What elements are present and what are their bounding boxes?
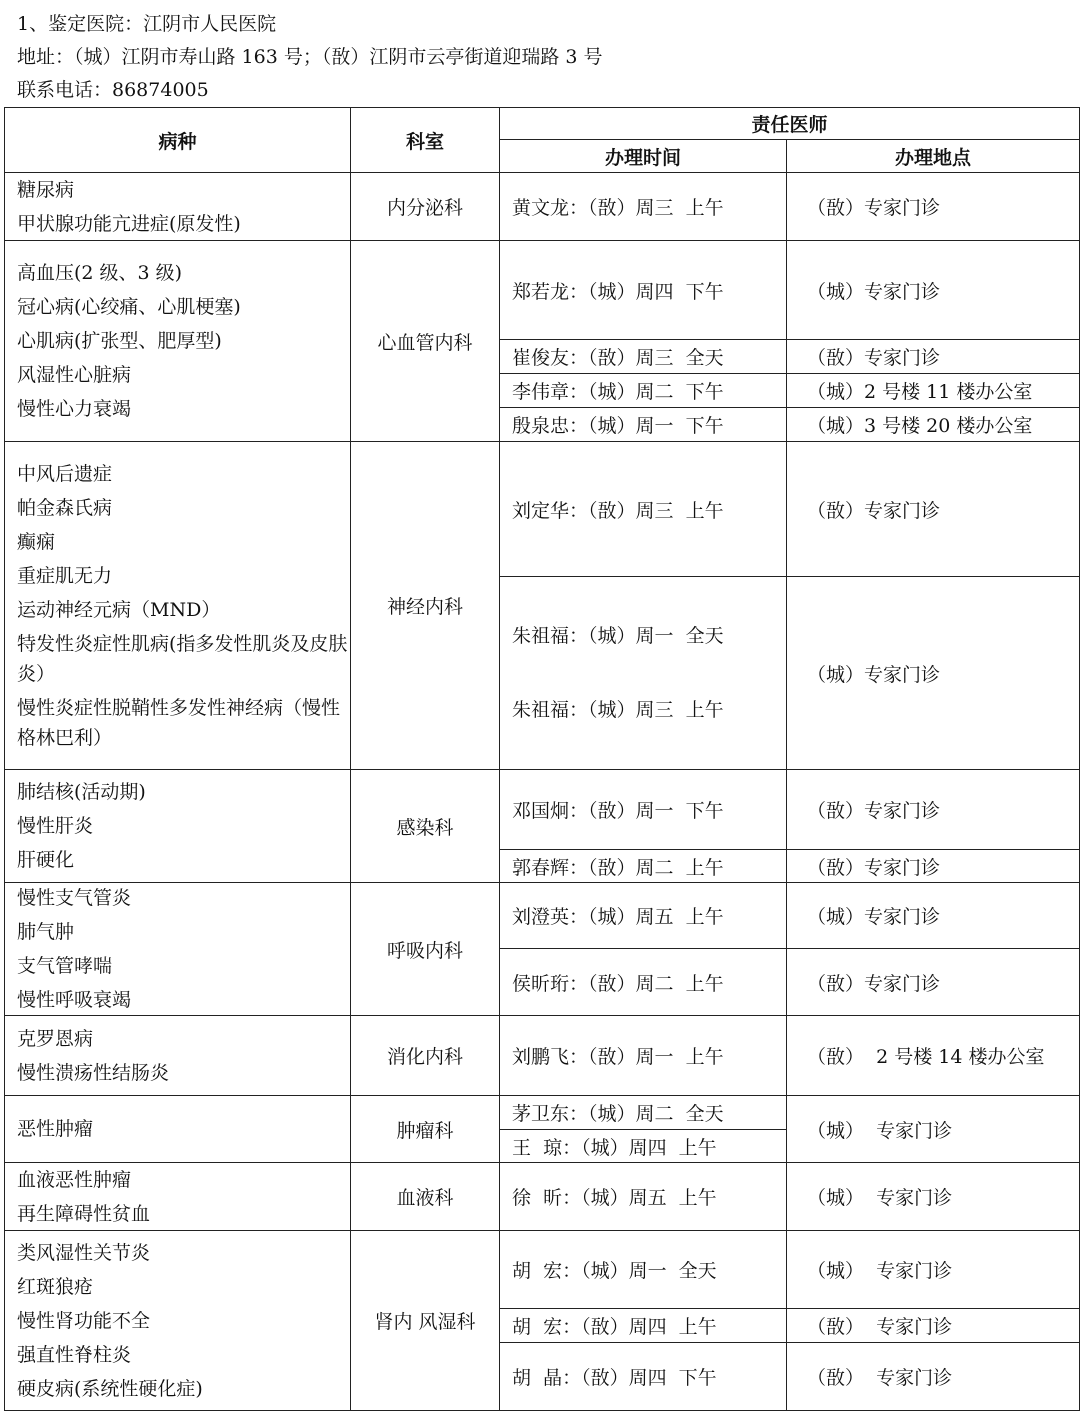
disease-item: 重症肌无力: [17, 564, 113, 587]
time-cell: 胡 晶：（敔）周四 下午: [500, 1343, 787, 1411]
table-row: [5, 1096, 1080, 1130]
header-doctor: 责任医师: [500, 108, 1080, 140]
disease-cell: [5, 770, 351, 883]
time-cell: 刘定华：（敔）周三 上午: [500, 442, 787, 577]
table-row: [5, 883, 1080, 949]
disease-item: 肝硬化: [17, 849, 75, 871]
dept-cell: 血液科: [351, 1163, 500, 1231]
place-cell: （城）专家门诊: [787, 241, 1080, 340]
disease-item: 心肌病(扩张型、肥厚型): [17, 330, 222, 352]
disease-item: 帕金森氏病: [17, 496, 113, 519]
time-cell: 郭春辉：（敔）周二 上午: [500, 850, 787, 883]
dept-cell: 心血管内科: [351, 241, 500, 442]
dept-cell: 肾内 风湿科: [351, 1231, 500, 1411]
hospital-line: 1、鉴定医院：江阴市人民医院: [17, 13, 277, 35]
table-row: [5, 1016, 1080, 1096]
disease-item: 类风湿性关节炎: [17, 1241, 151, 1264]
disease-cell: [5, 241, 351, 442]
place-cell: （敔） 2 号楼 14 楼办公室: [787, 1016, 1080, 1096]
time-cell: 胡 宏：（敔）周四 上午: [500, 1309, 787, 1343]
disease-item: 高血压(2 级、3 级): [17, 262, 183, 284]
disease-cell: [5, 442, 351, 770]
disease-item: 硬皮病(系统性硬化症): [17, 1377, 203, 1400]
place-cell: （城）专家门诊: [787, 883, 1080, 949]
disease-item: 癫痫: [17, 530, 56, 553]
disease-item: 慢性溃疡性结肠炎: [17, 1061, 170, 1084]
disease-cell: [5, 1231, 351, 1411]
time-cell: 徐 昕：（城）周五 上午: [500, 1163, 787, 1231]
time-cell: 邓国炯：（敔）周一 下午: [500, 770, 787, 850]
dept-cell: 消化内科: [351, 1016, 500, 1096]
table-row: [5, 1163, 1080, 1231]
table-row: [5, 173, 1080, 241]
place-cell: （敔）专家门诊: [787, 442, 1080, 577]
disease-item: 再生障碍性贫血: [17, 1202, 151, 1225]
disease-cell: [5, 173, 351, 241]
place-cell: （敔） 专家门诊: [787, 1309, 1080, 1343]
disease-cell: [5, 1163, 351, 1231]
disease-item: 糖尿病: [17, 178, 75, 201]
time-cell: 胡 宏：（城）周一 全天: [500, 1231, 787, 1309]
place-cell: （敔）专家门诊: [787, 770, 1080, 850]
place-cell: （城）3 号楼 20 楼办公室: [787, 408, 1080, 442]
appraisal-table: [4, 107, 1080, 1411]
dept-cell: 感染科: [351, 770, 500, 883]
place-cell: （敔） 专家门诊: [787, 1343, 1080, 1411]
disease-cell: [5, 1016, 351, 1096]
disease-item: 肺气肿: [17, 921, 75, 943]
time-cell: [500, 577, 787, 770]
header-time: 办理时间: [500, 140, 787, 173]
time-cell: 侯昕珩：（敔）周二 上午: [500, 949, 787, 1016]
disease-item: 红斑狼疮: [17, 1275, 94, 1298]
place-cell: （敔）专家门诊: [787, 173, 1080, 241]
header-disease: 病种: [5, 108, 351, 173]
time-cell: 殷泉忠：（城）周一 下午: [500, 408, 787, 442]
header-place: 办理地点: [787, 140, 1080, 173]
time-cell: 茅卫东：（城）周二 全天: [500, 1096, 787, 1130]
place-cell: （城）2 号楼 11 楼办公室: [787, 374, 1080, 408]
table-row: [5, 770, 1080, 850]
disease-item: 慢性炎症性脱鞘性多发性神经病（慢性格林巴利）: [17, 696, 341, 749]
place-cell: （城） 专家门诊: [787, 1163, 1080, 1231]
disease-item: 中风后遗症: [17, 462, 113, 485]
address-line: 地址：（城）江阴市寿山路 163 号；（敔）江阴市云亭街道迎瑞路 3 号: [17, 46, 603, 68]
disease-item: 慢性肝炎: [17, 815, 94, 837]
time-cell: 刘澄英：（城）周五 上午: [500, 883, 787, 949]
disease-item: 肺结核(活动期): [17, 781, 146, 803]
time-cell: 李伟章：（城）周二 下午: [500, 374, 787, 408]
table-row: [5, 1231, 1080, 1309]
disease-cell: [5, 1096, 351, 1163]
disease-item: 慢性心力衰竭: [17, 398, 132, 420]
disease-item: 血液恶性肿瘤: [17, 1168, 132, 1191]
header-dept: 科室: [351, 108, 500, 173]
place-cell: （敔）专家门诊: [787, 949, 1080, 1016]
disease-item: 强直性脊柱炎: [17, 1343, 132, 1366]
phone-line: 联系电话：86874005: [17, 79, 209, 101]
dept-cell: 呼吸内科: [351, 883, 500, 1016]
time-cell: 崔俊友：（敔）周三 全天: [500, 340, 787, 374]
disease-item: 支气管哮喘: [17, 955, 113, 977]
place-cell: （敔）专家门诊: [787, 850, 1080, 883]
dept-cell: 神经内科: [351, 442, 500, 770]
dept-cell: 内分泌科: [351, 173, 500, 241]
place-cell: （城） 专家门诊: [787, 1096, 1080, 1163]
disease-item: 风湿性心脏病: [17, 364, 132, 386]
table-row: [5, 442, 1080, 577]
disease-item: 慢性肾功能不全: [17, 1309, 151, 1332]
time-line: 朱祖福：（城）周三 上午: [512, 699, 724, 721]
disease-item: 冠心病(心绞痛、心肌梗塞): [17, 296, 241, 318]
disease-cell: [5, 883, 351, 1016]
time-cell: 王 琼：（城）周四 上午: [500, 1130, 787, 1163]
table-row: [5, 241, 1080, 340]
place-cell: （城）专家门诊: [787, 577, 1080, 770]
dept-cell: 肿瘤科: [351, 1096, 500, 1163]
disease-item: 特发性炎症性肌病(指多发性肌炎及皮肤炎）: [17, 632, 348, 685]
time-line: 朱祖福：（城）周一 全天: [512, 625, 724, 647]
document-header: [17, 8, 603, 107]
time-cell: 刘鹏飞：（敔）周一 上午: [500, 1016, 787, 1096]
disease-item: 甲状腺功能亢进症(原发性): [17, 212, 241, 235]
disease-item: 慢性呼吸衰竭: [17, 989, 132, 1011]
time-cell: 黄文龙：（敔）周三 上午: [500, 173, 787, 241]
disease-item: 克罗恩病: [17, 1027, 94, 1050]
time-cell: 郑若龙：（城）周四 下午: [500, 241, 787, 340]
disease-item: 慢性支气管炎: [17, 887, 132, 909]
place-cell: （城） 专家门诊: [787, 1231, 1080, 1309]
disease-item: 运动神经元病（MND）: [17, 598, 221, 621]
place-cell: （敔）专家门诊: [787, 340, 1080, 374]
disease-item: 恶性肿瘤: [17, 1118, 94, 1140]
